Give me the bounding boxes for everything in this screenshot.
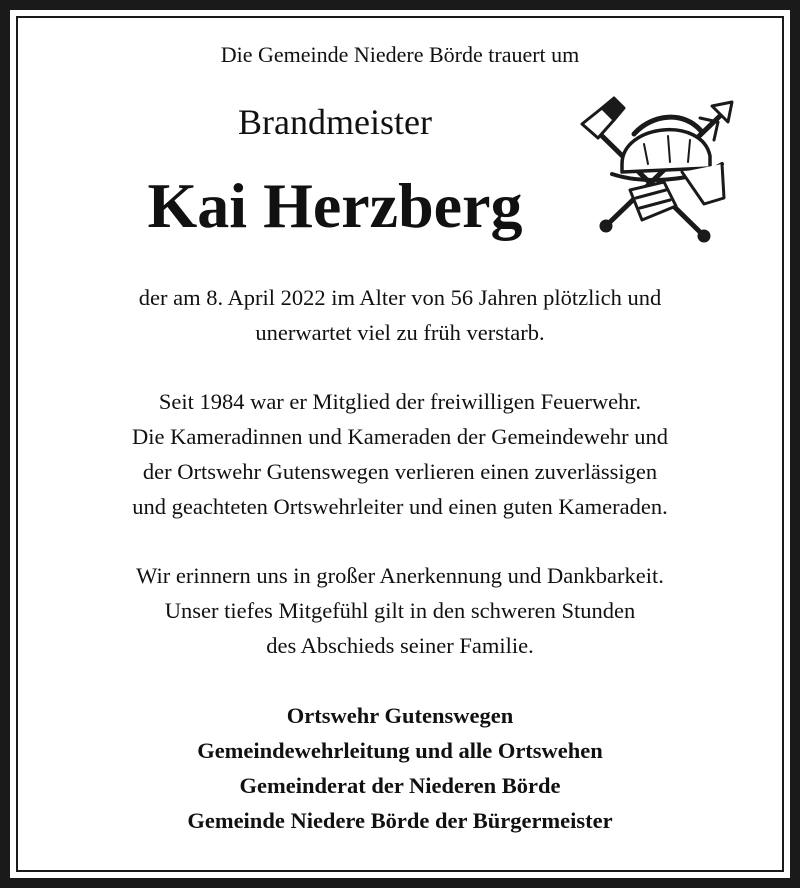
paragraph-line: der am 8. April 2022 im Alter von 56 Jahren plötzlich und — [138, 285, 662, 310]
paragraph-membership — [0, 384, 800, 524]
paragraph-line: Wir erinnern uns in großer Anerkennung und Dankbarkeit. — [136, 563, 664, 588]
fire-helmet-axes-emblem-icon — [572, 94, 742, 244]
paragraph-line: der Ortswehr Gutenswegen verlieren einen zuverlässigen — [142, 459, 658, 484]
signer-line: Gemeindewehrleitung und alle Ortswehen — [197, 738, 603, 763]
signer-line: Ortswehr Gutenswegen — [286, 703, 514, 728]
paragraph-line: und geachteten Ortswehrleiter und einen guten Kameraden. — [132, 494, 668, 519]
rank-title: Brandmeister — [238, 102, 432, 142]
paragraph-death-notice — [0, 280, 800, 350]
deceased-name: Kai Herzberg — [147, 170, 523, 241]
paragraph-line: Seit 1984 war er Mitglied der freiwilligen Feuerwehr. — [158, 389, 642, 414]
signers-block — [0, 698, 800, 838]
paragraph-condolence — [0, 558, 800, 663]
paragraph-line: des Abschieds seiner Familie. — [266, 633, 534, 658]
signer-line: Gemeinderat der Niederen Börde — [239, 773, 561, 798]
paragraph-line: unerwartet viel zu früh verstarb. — [255, 320, 545, 345]
intro-line: Die Gemeinde Niedere Börde trauert um — [220, 42, 580, 67]
paragraph-line: Die Kameradinnen und Kameraden der Gemeindewehr und — [131, 424, 669, 449]
signer-line: Gemeinde Niedere Börde der Bürgermeister — [187, 808, 613, 833]
paragraph-line: Unser tiefes Mitgefühl gilt in den schweren Stunden — [164, 598, 636, 623]
